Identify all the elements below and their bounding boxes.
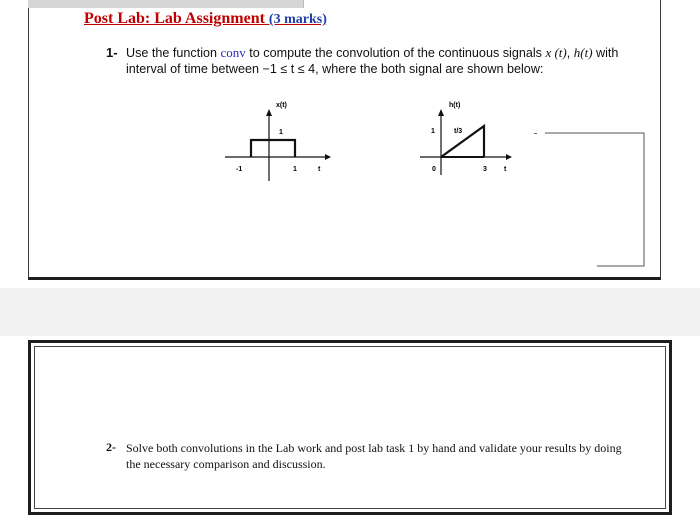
- x-axis-label: t: [318, 166, 321, 173]
- question-1-text: [126, 45, 626, 77]
- x-time-axis-arrow: [325, 154, 331, 160]
- x-neg-tick: -1: [236, 166, 243, 173]
- h-origin-tick: 0: [432, 166, 436, 173]
- answer-box[interactable]: [540, 130, 650, 270]
- h-ylabel: h(t): [449, 102, 461, 109]
- x-amplitude-tick: 1: [279, 129, 283, 136]
- h-amplitude-tick: 1: [431, 128, 435, 135]
- h-axis-label: t: [504, 166, 507, 173]
- page-gap: [0, 288, 700, 336]
- h-end-tick: 3: [483, 166, 487, 173]
- q1-text-b: to compute the convolution of the continuous signals: [245, 46, 546, 60]
- question-2-number: 2-: [106, 440, 116, 454]
- page-title: [84, 10, 327, 28]
- h-amplitude-axis-arrow: [438, 109, 444, 116]
- signal-x-symbol: x (t): [545, 45, 567, 60]
- conv-function-name: conv: [220, 45, 246, 60]
- small-dash-mark: [534, 133, 537, 134]
- x-pulse-shape: [251, 140, 295, 157]
- q1-text-c: with interval of time between −1 ≤ t ≤ 4, where the both signal are shown below:: [126, 46, 619, 76]
- marks-label: (3 marks): [268, 12, 327, 27]
- x-pos-tick: 1: [293, 166, 297, 173]
- page-bottom-inner-border: [34, 346, 666, 509]
- h-ramp-shape: [441, 126, 484, 157]
- answer-box-border: [545, 133, 644, 266]
- signal-x-figure: [225, 95, 335, 185]
- h-ramp-label: t/3: [454, 128, 463, 135]
- q1-comma: ,: [566, 46, 574, 60]
- question-1-number: 1-: [106, 45, 118, 60]
- signal-h-figure: [412, 95, 522, 185]
- x-ylabel: x(t): [276, 102, 287, 109]
- x-amplitude-axis-arrow: [266, 109, 272, 116]
- signal-h-symbol: h(t): [573, 45, 593, 60]
- page-bottom-frame: [28, 340, 672, 515]
- question-2-text: Solve both convolutions in the Lab work and post lab task 1 by hand and validate your results by doing the necessary comparison and discussion.: [126, 441, 622, 471]
- q1-text-a: Use the function: [126, 46, 221, 60]
- h-time-axis-arrow: [506, 154, 512, 160]
- header-tab-strip: [28, 0, 304, 8]
- title-text: Post Lab: Lab Assignment: [84, 10, 265, 27]
